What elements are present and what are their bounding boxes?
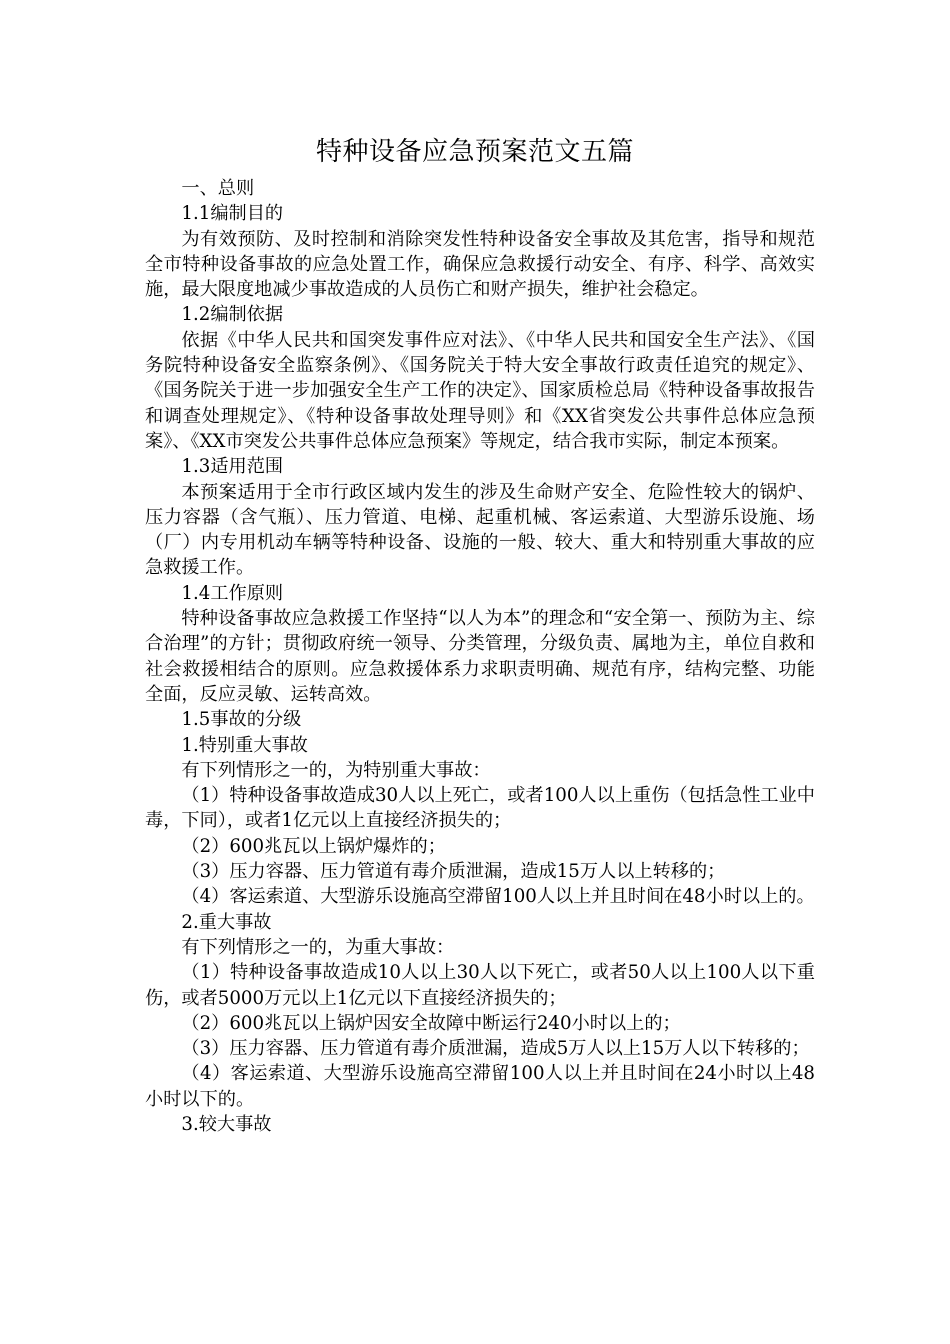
page-title: 特种设备应急预案范文五篇	[315, 137, 634, 167]
list-item: （2）600兆瓦以上锅炉爆炸的；	[181, 835, 446, 857]
subsection-heading: 1.4工作原则	[181, 582, 284, 604]
paragraph: 有下列情形之一的，为重大事故：	[181, 936, 455, 958]
subsection-heading: 1.1编制目的	[181, 203, 284, 225]
paragraph: 为有效预防、及时控制和消除突发性特种设备安全事故及其危害，指导和规范全市特种设备事故的应急处置工作，确保应急救援行动安全、有序、科学、高效实施，最大限度地减少事故造成的人员伤亡和财产损失，维护社会稳定。	[145, 228, 815, 301]
list-item: （2）600兆瓦以上锅炉因安全故障中断运行240小时以上的；	[181, 1012, 681, 1034]
paragraph: 特种设备事故应急救援工作坚持“以人为本”的理念和“安全第一、预防为主、综合治理”的方针；贯彻政府统一领导、分类管理，分级负责、属地为主，单位自救和社会救援相结合的原则。应急救援体系力求职责明确、规范有序，结构完整、功能全面，反应灵敏、运转高效。	[145, 608, 815, 705]
paragraph: 本预案适用于全市行政区域内发生的涉及生命财产安全、危险性较大的锅炉、压力容器（含气瓶）、压力管道、电梯、起重机械、客运索道、大型游乐设施、场（厂）内专用机动车辆等特种设备、设施的一般、较大、重大和特别重大事故的应急救援工作。	[145, 481, 815, 579]
list-item: （1）特种设备事故造成30人以上死亡，或者100人以上重伤（包括急性工业中毒，下同），或者1亿元以上直接经济损失的；	[145, 785, 815, 832]
list-item: （3）压力容器、压力管道有毒介质泄漏，造成5万人以上15万人以下转移的；	[181, 1038, 810, 1060]
subsection-heading: 1.2编制依据	[181, 304, 284, 326]
subsection-heading: 1.5事故的分级	[181, 709, 302, 731]
section-heading: 一、总则	[181, 178, 255, 199]
paragraph: 有下列情形之一的，为特别重大事故：	[181, 759, 491, 781]
level-heading: 2.重大事故	[181, 911, 272, 933]
list-item: （3）压力容器、压力管道有毒介质泄漏，造成15万人以上转移的；	[181, 861, 726, 883]
subsection-heading: 1.3适用范围	[181, 456, 284, 478]
paragraph: 依据《中华人民共和国突发事件应对法》、《中华人民共和国安全生产法》、《国务院特种设备安全监察条例》、《国务院关于特大安全事故行政责任追究的规定》、《国务院关于进一步加强安全生产工作的决定》、国家质检总局《特种设备事故报告和调查处理规定》、《特种设备事故处理导则》和《XX省突发公共事件总体应急预案》、《XX市突发公共事件总体应急预案》等规定，结合我市实际，制定本预案。	[145, 329, 815, 452]
document-body	[145, 176, 815, 1137]
level-heading: 1.特别重大事故	[181, 734, 308, 756]
level-heading: 3.较大事故	[181, 1113, 272, 1135]
list-item: （4）客运索道、大型游乐设施高空滞留100人以上并且时间在24小时以上48小时以下的。	[145, 1063, 815, 1110]
list-item: （1）特种设备事故造成10人以上30人以下死亡，或者50人以上100人以下重伤，或者5000万元以上1亿元以下直接经济损失的；	[145, 962, 815, 1009]
list-item: （4）客运索道、大型游乐设施高空滞留100人以上并且时间在48小时以上的。	[181, 886, 815, 908]
